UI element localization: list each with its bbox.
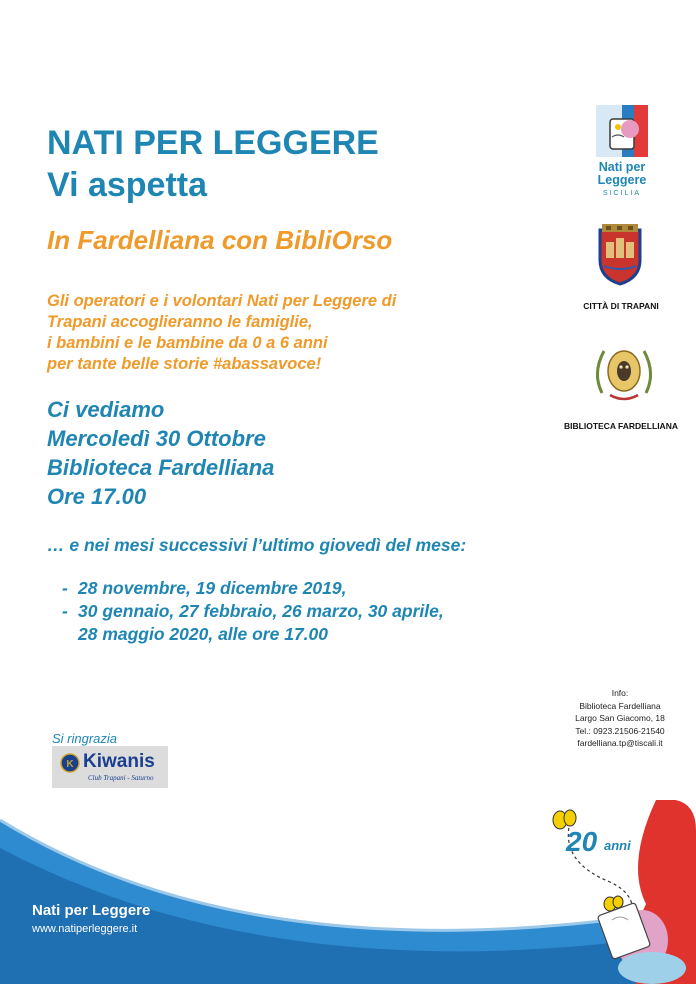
info-email[interactable]: fardelliana.tp@tiscali.it xyxy=(577,738,663,748)
next-months-text: … e nei mesi successivi l’ultimo giovedì del mese: xyxy=(47,535,467,555)
npl-sicilia-logo-icon xyxy=(596,105,648,157)
footer-brand: Nati per Leggere xyxy=(32,902,151,919)
intro-line: per tante belle storie #abassavoce! xyxy=(47,355,322,373)
dates-item xyxy=(62,600,444,623)
dates-list xyxy=(62,577,444,646)
kiwanis-club: Club Trapani - Saturno xyxy=(88,774,154,782)
thanks-label: Si ringrazia xyxy=(52,731,118,746)
kiwanis-name: Kiwanis xyxy=(83,751,155,772)
meeting-line: Ci vediamo xyxy=(47,397,165,422)
kiwanis-emblem-icon xyxy=(60,753,80,773)
kiwanis-logo xyxy=(52,746,168,788)
meeting-place: Biblioteca Fardelliana xyxy=(47,455,275,480)
meeting-time: Ore 17.00 xyxy=(47,484,147,509)
dates-text: 28 novembre, 19 dicembre 2019, xyxy=(78,578,347,598)
info-line: Biblioteca Fardelliana xyxy=(579,700,661,711)
anniversary-word: anni xyxy=(604,838,631,853)
bullet-dash: - xyxy=(62,578,68,598)
dates-text: 30 gennaio, 27 febbraio, 26 marzo, 30 aprile, xyxy=(78,601,444,621)
trapani-crest-icon xyxy=(596,224,644,286)
reading-child-illustration-icon xyxy=(540,800,696,984)
intro-line: i bambini e le bambine da 0 a 6 anni xyxy=(47,334,328,352)
title-line-2: Vi aspetta xyxy=(47,166,208,204)
info-block xyxy=(560,687,680,750)
intro-line: Trapani accoglieranno le famiglie, xyxy=(47,313,313,331)
bullet-dash: - xyxy=(62,601,68,621)
biblioteca-caption: BIBLIOTECA FARDELLIANA xyxy=(564,421,678,431)
npl-logo-region: SICILIA xyxy=(602,190,642,197)
subtitle: In Fardelliana con BibliOrso xyxy=(47,225,393,255)
meeting-date: Mercoledì 30 Ottobre xyxy=(47,426,266,451)
info-phone: Tel.: 0923.21506-21540 xyxy=(575,725,665,736)
npl-logo-line: Leggere xyxy=(597,173,647,187)
citta-caption: CITTÀ DI TRAPANI xyxy=(583,301,659,311)
title-line-1: NATI PER LEGGERE xyxy=(47,124,379,162)
fardelliana-crest-icon xyxy=(592,343,656,405)
dates-item xyxy=(62,577,444,600)
main-title xyxy=(47,122,379,206)
meeting-details xyxy=(47,395,274,511)
svg-text:K: K xyxy=(66,759,74,770)
anniversary-number: 20 xyxy=(566,826,598,857)
footer-url[interactable]: www.natiperleggere.it xyxy=(32,923,138,935)
intro-line: Gli operatori e i volontari Nati per Leggere di xyxy=(47,292,397,310)
dates-continuation: 28 maggio 2020, alle ore 17.00 xyxy=(78,624,329,644)
npl-logo-line: Nati per xyxy=(598,160,646,174)
intro-paragraph xyxy=(47,291,396,375)
info-line: Info: xyxy=(611,688,629,698)
info-address: Largo San Giacomo, 18 xyxy=(575,713,665,723)
npl-sicilia-logo-text xyxy=(586,161,658,200)
